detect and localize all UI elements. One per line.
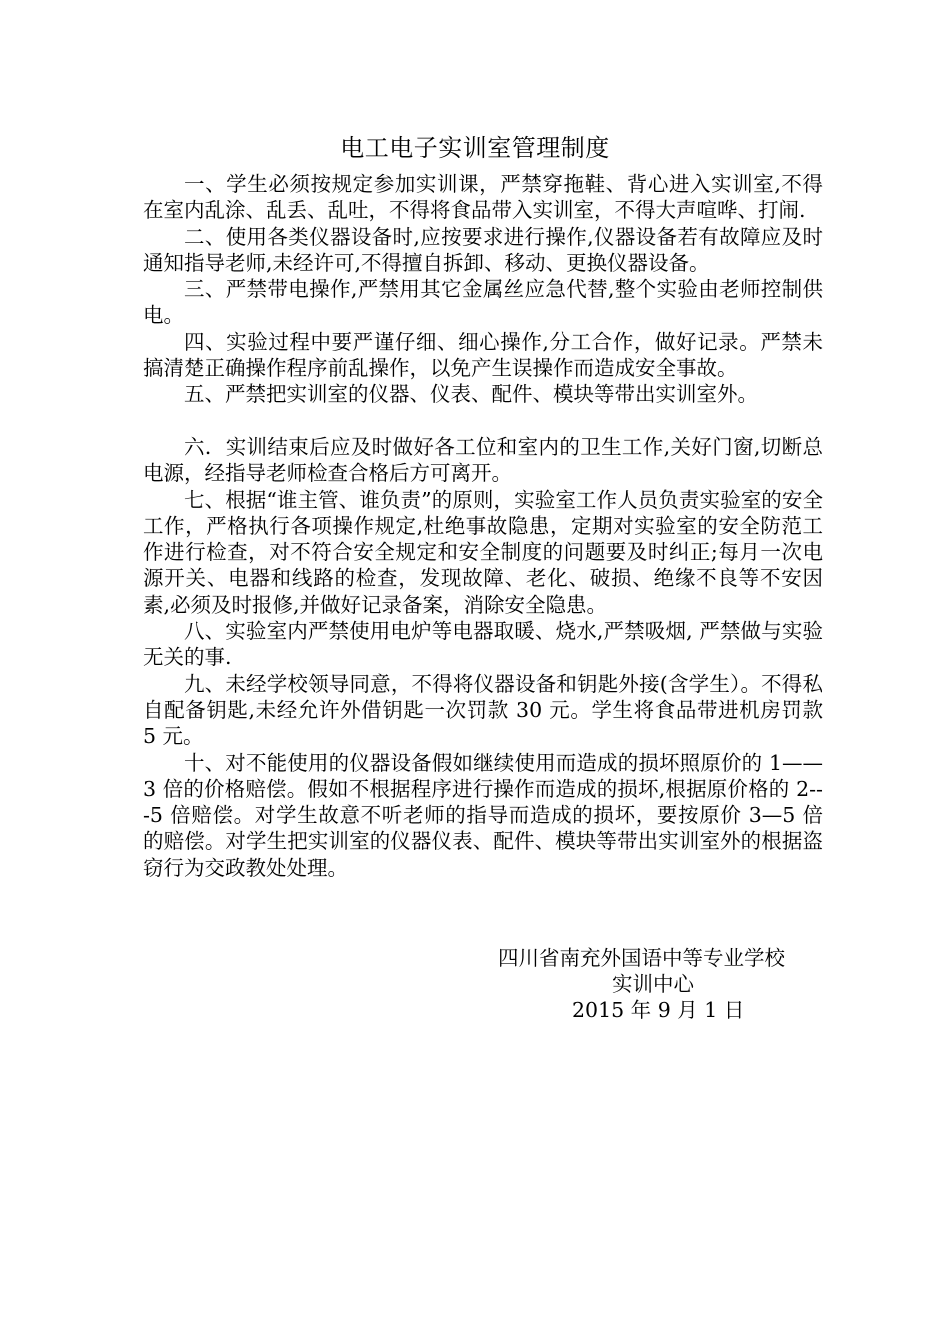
- rule-paragraph-2: 二、使用各类仪器设备时,应按要求进行操作,仪器设备若有故障应及时通知指导老师,未经许可,不得擅自拆卸、移动、更换仪器设备。: [143, 224, 823, 275]
- document-title: 电工电子实训室管理制度: [340, 134, 610, 162]
- rule-paragraph-10: 十、对不能使用的仪器设备假如继续使用而造成的损坏照原价的 1——3 倍的价格赔偿。假如不根据程序进行操作而造成的损坏,根据原价格的 2---5 倍赔偿。对学生故意不听老师的指导而造成的损坏，要按原价 3—5 倍的赔偿。对学生把实训室的仪器仪表、配件、模块等带出实训室外的根据盗窃行为交政教处处理。: [143, 750, 823, 880]
- rule-paragraph-3: 三、严禁带电操作,严禁用其它金属丝应急代替,整个实验由老师控制供电。: [143, 277, 823, 328]
- rule-paragraph-5: 五、严禁把实训室的仪器、仪表、配件、模块等带出实训室外。: [184, 382, 758, 407]
- document-body: [143, 171, 823, 881]
- paragraph-gap: [143, 408, 823, 434]
- rule-paragraph-8: 八、实验室内严禁使用电炉等电器取暖、烧水,严禁吸烟, 严禁做与实验无关的事.: [143, 619, 823, 670]
- rule-paragraph-7: 七、根据“谁主管、谁负责”的原则，实验室工作人员负责实验室的安全工作，严格执行各项操作规定,杜绝事故隐患，定期对实验室的安全防范工作进行检查，对不符合安全规定和安全制度的问题要及时纠正;每月一次电源开关、电器和线路的检查，发现故障、老化、破损、绝缘不良等不安因素,必须及时报修,并做好记录备案，消除安全隐患。: [143, 487, 823, 617]
- rule-paragraph-9: 九、未经学校领导同意，不得将仪器设备和钥匙外接(含学生）。不得私自配备钥匙,未经允许外借钥匙一次罚款 30 元。学生将食品带进机房罚款 5 元。: [143, 671, 823, 749]
- rule-paragraph-6: 六．实训结束后应及时做好各工位和室内的卫生工作,关好门窗,切断总电源，经指导老师检查合格后方可离开。: [143, 434, 823, 486]
- signature-school: 四川省南充外国语中等专业学校: [498, 946, 785, 970]
- rule-paragraph-4: 四、实验过程中要严谨仔细、细心操作,分工合作，做好记录。严禁未搞清楚正确操作程序前乱操作，以免产生误操作而造成安全事故。: [143, 329, 823, 381]
- rule-paragraph-1: 一、学生必须按规定参加实训课，严禁穿拖鞋、背心进入实训室,不得在室内乱涂、乱丢、乱吐，不得将食品带入实训室，不得大声喧哗、打闹.: [143, 172, 823, 223]
- signature-center: 实训中心: [612, 972, 694, 996]
- signature-date: 2015 年 9 月 1 日: [572, 998, 745, 1022]
